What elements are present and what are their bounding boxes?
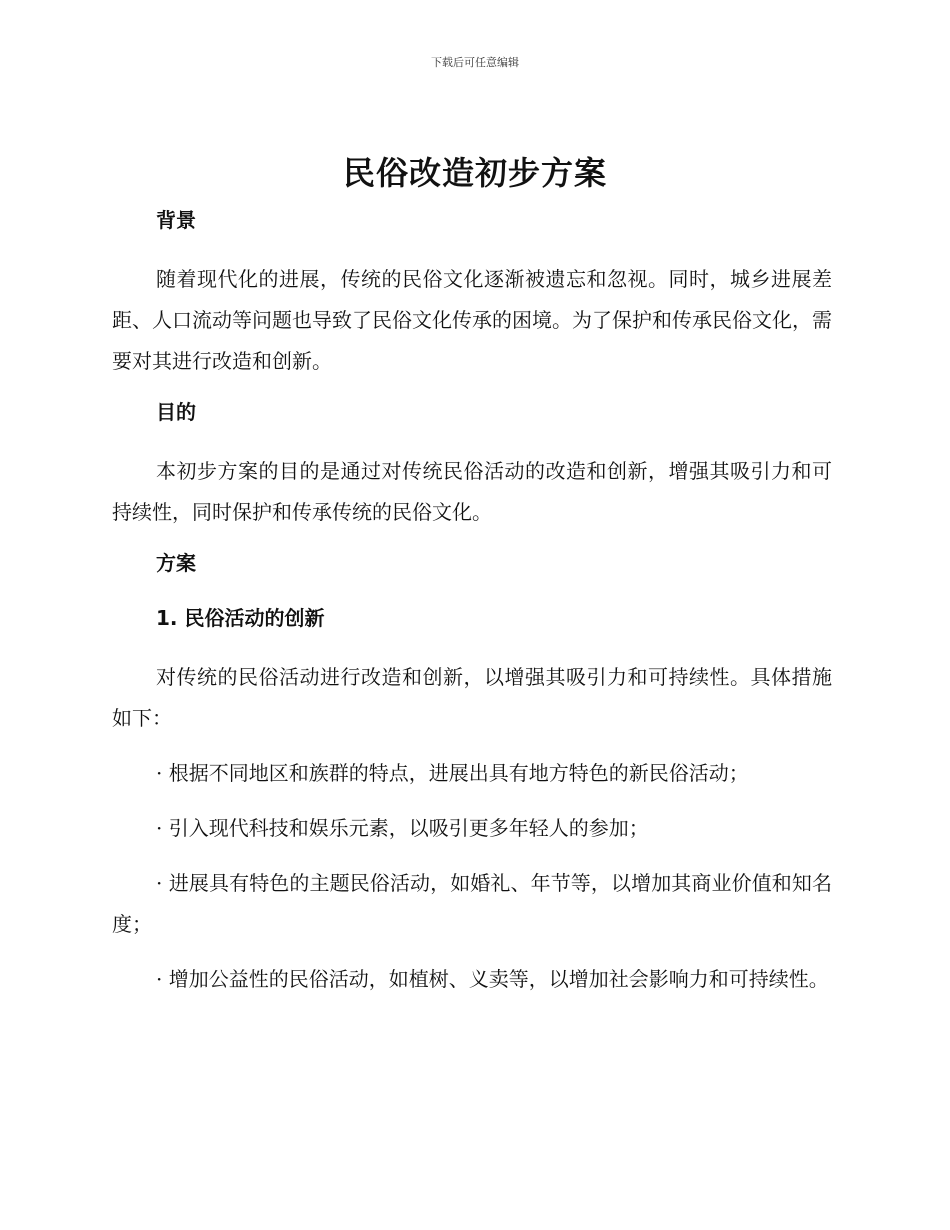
bullet-item: · 引入现代科技和娱乐元素，以吸引更多年轻人的参加；: [156, 816, 649, 840]
header-note: 下载后可任意编辑: [431, 56, 519, 69]
subsection-heading-innovation: 1. 民俗活动的创新: [156, 606, 325, 630]
bullet-item: · 增加公益性的民俗活动，如植树、义卖等，以增加社会影响力和可持续性。: [156, 967, 829, 991]
document-body: [112, 204, 832, 1014]
bullet-item: · 根据不同地区和族群的特点，进展出具有地方特色的新民俗活动；: [156, 761, 749, 785]
document-title: 民俗改造初步方案: [342, 154, 607, 192]
background-paragraph: 随着现代化的进展，传统的民俗文化逐渐被遗忘和忽视。同时，城乡进展差距、人口流动等问题也导致了民俗文化传承的困境。为了保护和传承民俗文化，需要对其进行改造和创新。: [112, 267, 832, 373]
section-heading-background: 背景: [156, 208, 196, 232]
section-heading-purpose: 目的: [156, 400, 196, 424]
purpose-paragraph: 本初步方案的目的是通过对传统民俗活动的改造和创新，增强其吸引力和可持续性，同时保护和传承传统的民俗文化。: [112, 459, 832, 524]
section-heading-plan: 方案: [156, 551, 196, 575]
bullet-item: · 进展具有特色的主题民俗活动，如婚礼、年节等，以增加其商业价值和知名度；: [112, 871, 832, 936]
plan-intro-paragraph: 对传统的民俗活动进行改造和创新，以增强其吸引力和可持续性。具体措施如下：: [112, 665, 832, 730]
